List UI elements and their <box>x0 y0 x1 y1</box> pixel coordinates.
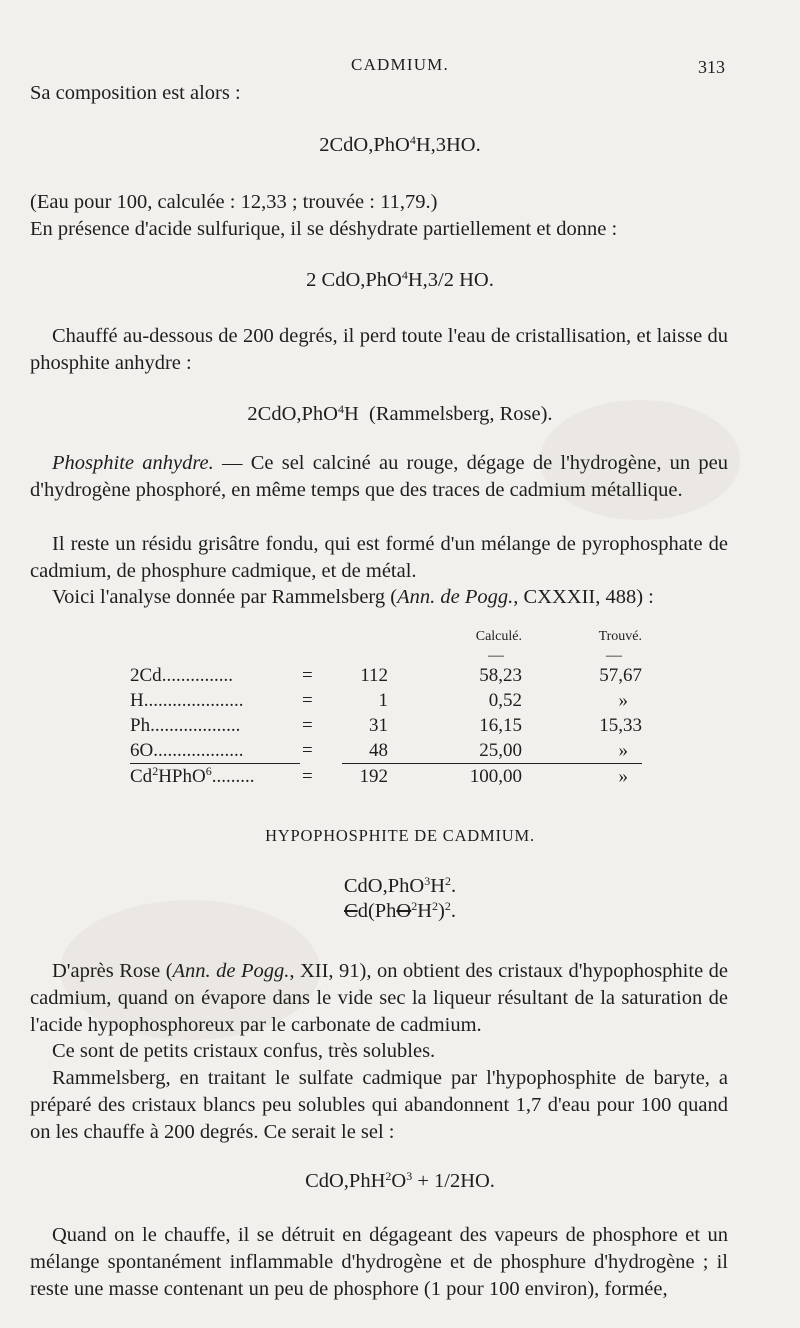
running-header: CADMIUM. <box>351 55 449 74</box>
analyse-reference: Ann. de Pogg. <box>397 586 514 608</box>
anhydre-title: Phosphite anhydre. <box>52 452 214 474</box>
table-row: 2Cd............... = 112 58,23 57,67 <box>130 665 642 686</box>
formula-3: 2CdO,PhO$^4$H (Rammelsberg, Rose). <box>247 402 553 425</box>
formula-4: $CdO,PhO^3H^2$. <box>343 874 457 897</box>
formula-6: $CdO,PhH^2O^3 + 1/2HO$. <box>305 1169 495 1192</box>
rose-paragraph: D'après Rose (Ann. de Pogg., XII, 91), on obtient des cristaux d'hypophosphite de cadmium, quand on évapore dans le vide sec la liqueur résultant de la saturation de l'acide hypophosphoreux par le carbonate de cadmium. <box>30 960 728 1036</box>
formula-2: 2 CdO,PhO$^4$H,3/2 HO. <box>306 268 494 291</box>
rammelsberg-paragraph: Rammelsberg, en traitant le sulfate cadmique par l'hypophosphite de baryte, a préparé des cristaux blancs peu solubles qui abandonnent 1,7 d'eau pour 100 quand on les chauffe à 200 degrés. Ce serait le sel : <box>30 1067 728 1143</box>
residu-paragraph: Il reste un résidu grisâtre fondu, qui est formé d'un mélange de pyrophosphate de cadmium, de phosphure cadmique, et de métal. <box>30 533 728 582</box>
page-number: 313 <box>698 57 725 77</box>
acid-line: En présence d'acide sulfurique, il se déshydrate partiellement et donne : <box>30 218 618 240</box>
heat-paragraph: Chauffé au-dessous de 200 degrés, il perd toute l'eau de cristallisation, et laisse du phosphite anhydre : <box>30 325 728 374</box>
table-header-row <box>130 624 642 649</box>
section-title: HYPOPHOSPHITE DE CADMIUM. <box>265 826 535 845</box>
analyse-intro: Voici l'analyse donnée par Rammelsberg (Ann. de Pogg., CXXXII, 488) : <box>52 586 654 608</box>
col-calcule: Calculé. <box>475 629 522 644</box>
table-total-row: Cd$^2$HPhO$^6$......... = 192 100,00 » <box>130 764 642 790</box>
formula-1: 2CdO,PhO$^4$H,3HO. <box>319 133 481 156</box>
table-row: 6O................... = 48 25,00 » <box>130 740 628 762</box>
anhydre-text: — Ce sel calciné au rouge, dégage de l'hydrogène, un peu d'hydrogène phosphoré, en même temps que des traces de cadmium métallique. <box>30 452 729 501</box>
formula-5: $Cd(PhO^2H^2)^2$. <box>344 899 456 922</box>
anhydre-paragraph <box>30 450 728 504</box>
analysis-table <box>130 624 642 789</box>
table-row: Ph................... = 31 16,15 15,33 <box>130 715 642 736</box>
rose-reference: Ann. de Pogg. <box>172 960 290 982</box>
water-line: (Eau pour 100, calculée : 12,33 ; trouvée : 11,79.) <box>30 191 438 213</box>
intro-line: Sa composition est alors : <box>30 82 241 104</box>
petits-paragraph: Ce sont de petits cristaux confus, très solubles. <box>52 1040 436 1062</box>
final-paragraph: Quand on le chauffe, il se détruit en dégageant des vapeurs de phosphore et un mélange spontanément inflammable d'hydrogène et de phosphure d'hydrogène ; il reste une masse contenant un peu de phosphore (1 pour 100 environ), formée, <box>30 1224 728 1300</box>
table-row: H..................... = 1 0,52 » <box>130 690 628 711</box>
col-trouve: Trouvé. <box>598 629 642 644</box>
table-dash-row: — — <box>488 647 622 664</box>
